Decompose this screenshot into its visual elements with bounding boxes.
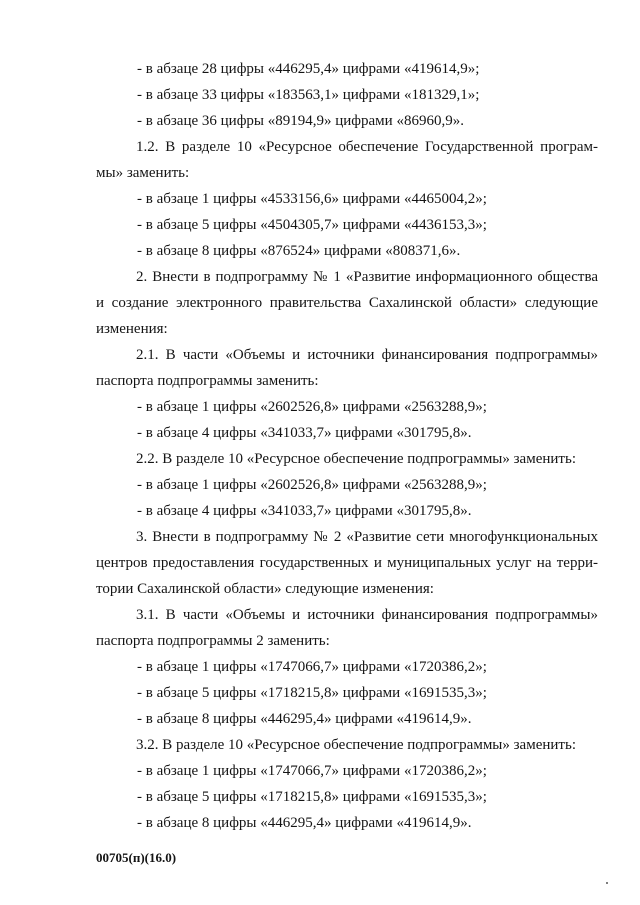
section-heading-2-1: 2.1. В части «Объемы и источники финансирования подпрограммы» xyxy=(136,347,598,363)
amendment-line: - в абзаце 5 цифры «1718215,8» цифрами «1691535,3»; xyxy=(137,685,487,701)
scan-speck xyxy=(606,882,608,884)
amendment-line: - в абзаце 33 цифры «183563,1» цифрами «181329,1»; xyxy=(137,87,480,103)
amendment-line: - в абзаце 28 цифры «446295,4» цифрами «419614,9»; xyxy=(137,61,480,77)
section-heading-3-1: 3.1. В части «Объемы и источники финансирования подпрограммы» xyxy=(136,607,598,623)
amendment-line: - в абзаце 1 цифры «4533156,6» цифрами «4465004,2»; xyxy=(137,191,487,207)
paragraph-line: мы» заменить: xyxy=(96,165,190,181)
amendment-line: - в абзаце 8 цифры «446295,4» цифрами «419614,9». xyxy=(137,711,472,727)
paragraph-line: центров предоставления государственных и муниципальных услуг на терри- xyxy=(96,555,598,571)
amendment-line: - в абзаце 5 цифры «1718215,8» цифрами «1691535,3»; xyxy=(137,789,487,805)
section-heading-2-2: 2.2. В разделе 10 «Ресурсное обеспечение подпрограммы» заменить: xyxy=(136,451,576,467)
section-heading-1-2: 1.2. В разделе 10 «Ресурсное обеспечение Государственной програм- xyxy=(136,139,598,155)
section-heading-2: 2. Внести в подпрограмму № 1 «Развитие информационного общества xyxy=(136,269,598,285)
paragraph-line: изменения: xyxy=(96,321,168,337)
amendment-line: - в абзаце 1 цифры «1747066,7» цифрами «1720386,2»; xyxy=(137,763,487,779)
paragraph-line: паспорта подпрограммы 2 заменить: xyxy=(96,633,330,649)
document-code: 00705(п)(16.0) xyxy=(96,850,177,865)
section-heading-3: 3. Внести в подпрограмму № 2 «Развитие сети многофункциональных xyxy=(136,529,598,545)
section-heading-3-2: 3.2. В разделе 10 «Ресурсное обеспечение подпрограммы» заменить: xyxy=(136,737,576,753)
amendment-line: - в абзаце 1 цифры «2602526,8» цифрами «2563288,9»; xyxy=(137,477,487,493)
amendment-line: - в абзаце 1 цифры «2602526,8» цифрами «2563288,9»; xyxy=(137,399,487,415)
amendment-line: - в абзаце 8 цифры «876524» цифрами «808371,6». xyxy=(137,243,461,259)
amendment-line: - в абзаце 4 цифры «341033,7» цифрами «301795,8». xyxy=(137,503,472,519)
paragraph-line: паспорта подпрограммы заменить: xyxy=(96,373,319,389)
paragraph-line: и создание электронного правительства Сахалинской области» следующие xyxy=(96,295,598,311)
amendment-line: - в абзаце 36 цифры «89194,9» цифрами «86960,9». xyxy=(137,113,464,129)
amendment-line: - в абзаце 1 цифры «1747066,7» цифрами «1720386,2»; xyxy=(137,659,487,675)
amendment-line: - в абзаце 8 цифры «446295,4» цифрами «419614,9». xyxy=(137,815,472,831)
amendment-line: - в абзаце 4 цифры «341033,7» цифрами «301795,8». xyxy=(137,425,472,441)
paragraph-line: тории Сахалинской области» следующие изменения: xyxy=(96,581,434,597)
amendment-line: - в абзаце 5 цифры «4504305,7» цифрами «4436153,3»; xyxy=(137,217,487,233)
